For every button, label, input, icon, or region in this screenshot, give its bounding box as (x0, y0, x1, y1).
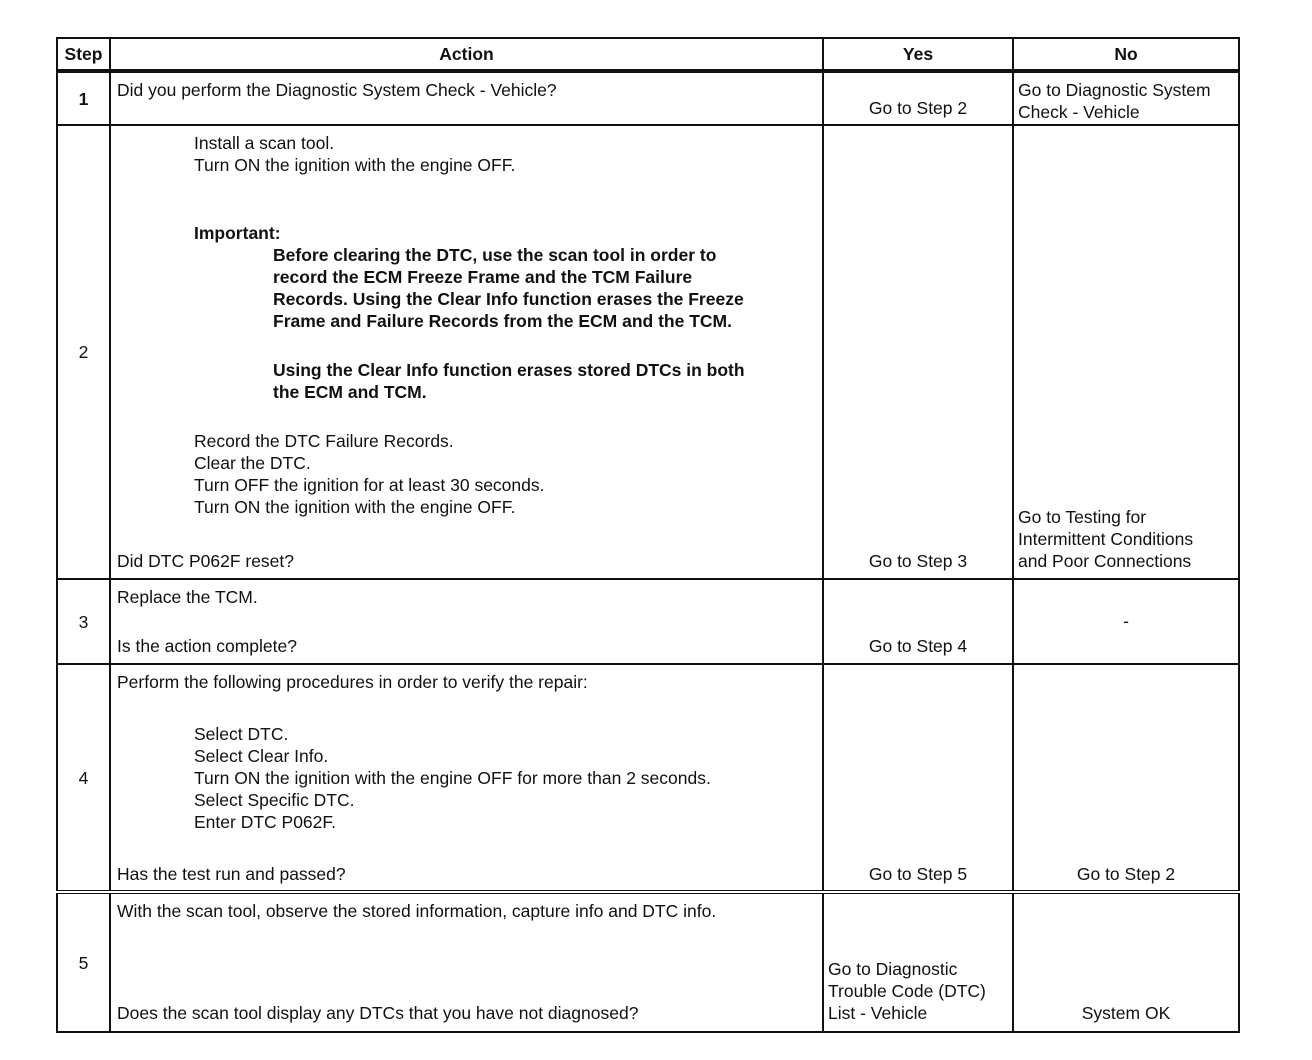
no-cell (1013, 71, 1239, 125)
action-cell (110, 71, 823, 125)
header-action: Action (110, 38, 823, 71)
instruction-line: Turn OFF the ignition for at least 30 seconds. (194, 475, 545, 495)
important-line: record the ECM Freeze Frame and the TCM Failure (273, 267, 693, 287)
action-question: Did DTC P062F reset? (117, 551, 295, 571)
step-number: 3 (57, 579, 110, 664)
yes-result-line: List - Vehicle (828, 1003, 928, 1023)
no-result-line: and Poor Connections (1018, 551, 1192, 571)
important-line: Records. Using the Clear Info function erases the Freeze (273, 289, 744, 309)
important-line: Before clearing the DTC, use the scan tool in order to (273, 245, 717, 265)
yes-cell (823, 664, 1013, 892)
yes-result: Go to Step 4 (868, 636, 968, 656)
instruction-line: Record the DTC Failure Records. (194, 431, 454, 451)
yes-result: Go to Step 2 (868, 98, 968, 118)
instruction-line: Clear the DTC. (194, 453, 311, 473)
header-row (57, 38, 1239, 71)
no-cell (1013, 125, 1239, 579)
table-row (57, 579, 1239, 664)
instruction-line: Select DTC. (194, 724, 289, 744)
yes-cell (823, 71, 1013, 125)
important-line: the ECM and TCM. (273, 382, 427, 402)
no-result: - (1123, 610, 1129, 631)
instruction-line: Select Clear Info. (194, 746, 329, 766)
step-number: 4 (57, 664, 110, 892)
header-yes: Yes (823, 38, 1013, 71)
no-cell (1013, 892, 1239, 1032)
header-step: Step (57, 38, 110, 71)
table-row (57, 125, 1239, 579)
action-question: Did you perform the Diagnostic System Check - Vehicle? (117, 80, 557, 100)
no-result: System OK (1081, 1003, 1171, 1023)
yes-cell (823, 125, 1013, 579)
step-number: 1 (57, 71, 110, 125)
instruction-line: Turn ON the ignition with the engine OFF for more than 2 seconds. (194, 768, 711, 788)
yes-result: Go to Step 3 (868, 551, 968, 571)
yes-cell (823, 579, 1013, 664)
no-result: Go to Step 2 (1076, 864, 1176, 884)
no-result-line: Go to Testing for (1018, 507, 1147, 527)
header-no: No (1013, 38, 1239, 71)
yes-result: Go to Step 5 (868, 864, 968, 884)
no-cell (1013, 579, 1239, 664)
action-cell (110, 892, 823, 1032)
yes-result-line: Go to Diagnostic (828, 959, 958, 979)
action-cell (110, 664, 823, 892)
action-lead: With the scan tool, observe the stored information, capture info and DTC info. (117, 901, 717, 921)
action-question: Has the test run and passed? (117, 864, 346, 884)
instruction-line: Install a scan tool. (194, 133, 335, 153)
step-number: 2 (57, 125, 110, 579)
table-row (57, 892, 1239, 1032)
table-row (57, 71, 1239, 125)
diagnostic-table (56, 37, 1240, 1033)
instruction-line: Select Specific DTC. (194, 790, 355, 810)
important-line: Frame and Failure Records from the ECM and the TCM. (273, 311, 732, 331)
action-lead: Perform the following procedures in order to verify the repair: (117, 672, 588, 692)
no-cell (1013, 664, 1239, 892)
action-question: Is the action complete? (117, 636, 297, 656)
yes-cell (823, 892, 1013, 1032)
instruction-line: Turn ON the ignition with the engine OFF. (194, 155, 516, 175)
action-question: Does the scan tool display any DTCs that you have not diagnosed? (117, 1003, 639, 1023)
yes-result-line: Trouble Code (DTC) (828, 981, 986, 1001)
no-result-line: Check - Vehicle (1018, 102, 1140, 122)
instruction-line: Turn ON the ignition with the engine OFF. (194, 497, 516, 517)
action-cell (110, 125, 823, 579)
action-lead: Replace the TCM. (117, 587, 258, 607)
important-line: Using the Clear Info function erases stored DTCs in both (273, 360, 745, 380)
important-label: Important: (194, 223, 281, 243)
table-row (57, 664, 1239, 892)
no-result-line: Go to Diagnostic System (1018, 80, 1211, 100)
instruction-line: Enter DTC P062F. (194, 812, 336, 832)
action-cell (110, 579, 823, 664)
no-result-line: Intermittent Conditions (1018, 529, 1194, 549)
step-number: 5 (57, 892, 110, 1032)
